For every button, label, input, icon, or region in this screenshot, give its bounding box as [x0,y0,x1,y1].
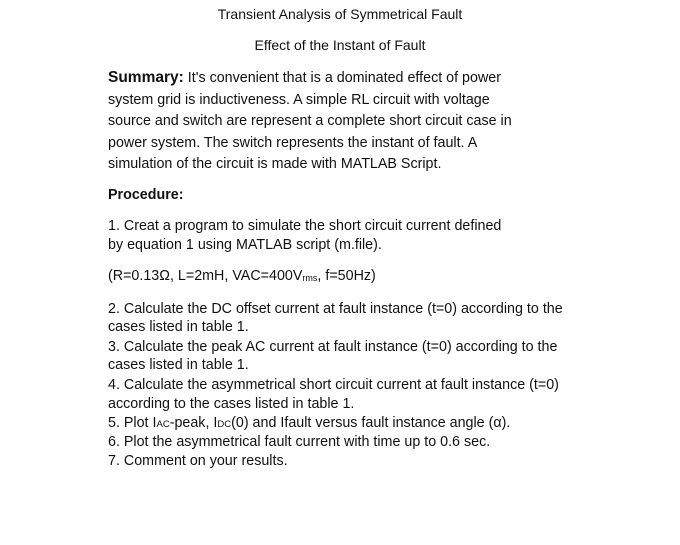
step-5-line: 5. Plot IAC-peak, IDC(0) and Ifault versus fault instance angle (α). [108,415,511,431]
summary-line: system grid is inductiveness. A simple RL circuit with voltage [108,92,490,108]
step-line: according to the cases listed in table 1. [108,396,355,412]
step-1-line: by equation 1 using MATLAB script (m.file). [108,237,382,253]
step-line: cases listed in table 1. [108,357,249,373]
step-line: 2. Calculate the DC offset current at fault instance (t=0) according to the [108,301,563,317]
summary-line: power system. The switch represents the instant of fault. A [108,135,478,151]
step-line: 3. Calculate the peak AC current at fault instance (t=0) according to the [108,339,558,355]
step-line: 4. Calculate the asymmetrical short circuit current at fault instance (t=0) [108,377,559,393]
step-line: cases listed in table 1. [108,319,249,335]
parameters-line: (R=0.13Ω, L=2mH, $VAC=400V_{rms}$, f=50Hz) [108,268,376,284]
procedure-heading: Procedure: [108,187,184,203]
document-subtitle: Effect of the Instant of Fault [254,37,426,53]
step-7-line: 7. Comment on your results. [108,453,288,469]
summary-line: Summary: It's convenient that is a dominated effect of power [108,69,501,86]
summary-line: source and switch are represent a complete short circuit case in [108,113,512,129]
summary-label: Summary: [108,69,184,86]
step-1-line: 1. Creat a program to simulate the short circuit current defined [108,218,502,234]
summary-line: simulation of the circuit is made with MATLAB Script. [108,156,442,172]
step-6-line: 6. Plot the asymmetrical fault current with time up to 0.6 sec. [108,434,491,450]
document-title: Transient Analysis of Symmetrical Fault [217,6,463,22]
